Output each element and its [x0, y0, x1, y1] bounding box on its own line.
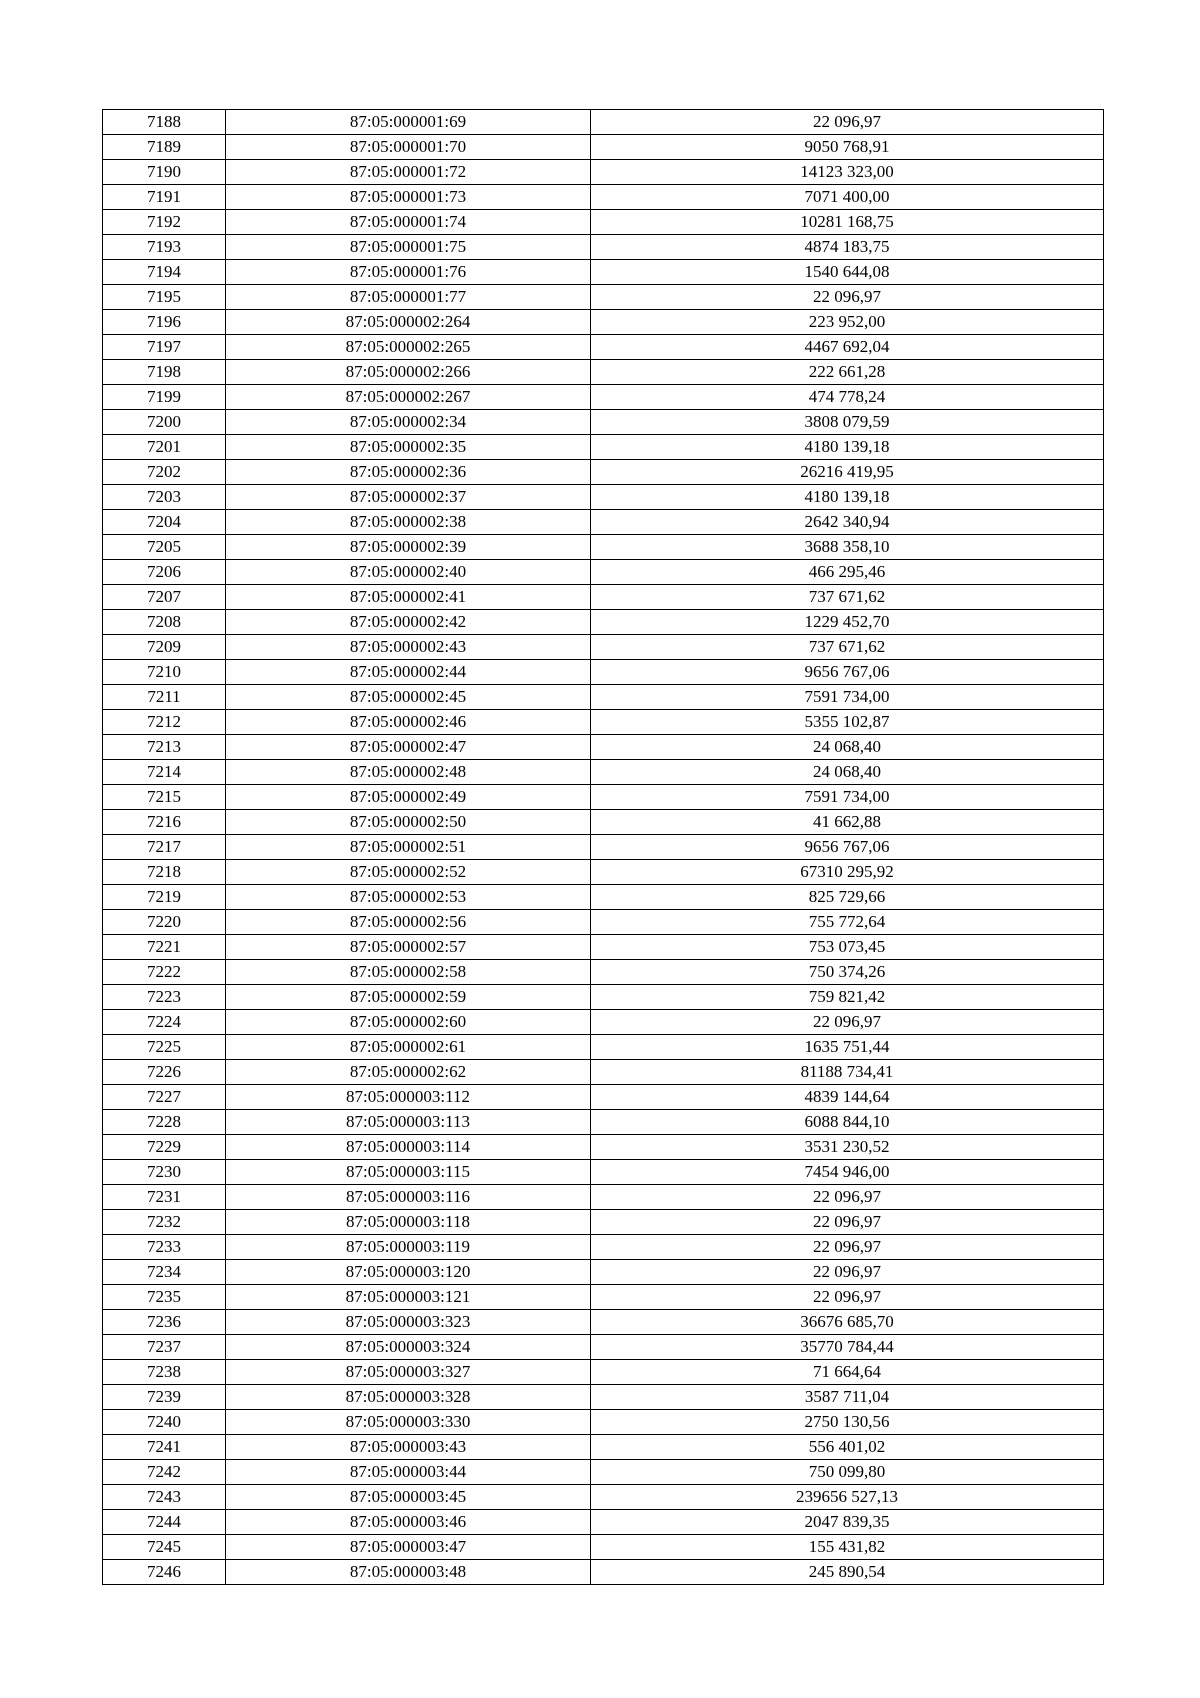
cadastral-value-cell: 759 821,42 [591, 985, 1104, 1010]
cadastral-number-cell: 87:05:000002:47 [226, 735, 591, 760]
row-number-cell: 7210 [103, 660, 226, 685]
cadastral-number-cell: 87:05:000002:37 [226, 485, 591, 510]
cadastral-value-cell: 4839 144,64 [591, 1085, 1104, 1110]
row-number-cell: 7228 [103, 1110, 226, 1135]
cadastral-number-cell: 87:05:000003:324 [226, 1335, 591, 1360]
table-row [103, 435, 1104, 460]
cadastral-value-cell: 36676 685,70 [591, 1310, 1104, 1335]
cadastral-number-cell: 87:05:000002:265 [226, 335, 591, 360]
table-row [103, 485, 1104, 510]
row-number-cell: 7205 [103, 535, 226, 560]
table-row [103, 510, 1104, 535]
cadastral-value-cell: 223 952,00 [591, 310, 1104, 335]
row-number-cell: 7218 [103, 860, 226, 885]
row-number-cell: 7214 [103, 760, 226, 785]
cadastral-value-cell: 71 664,64 [591, 1360, 1104, 1385]
cadastral-value-cell: 24 068,40 [591, 735, 1104, 760]
cadastral-number-cell: 87:05:000003:115 [226, 1160, 591, 1185]
table-row [103, 685, 1104, 710]
table-row [103, 1360, 1104, 1385]
table-row [103, 610, 1104, 635]
cadastral-number-cell: 87:05:000002:61 [226, 1035, 591, 1060]
row-number-cell: 7237 [103, 1335, 226, 1360]
cadastral-value-cell: 24 068,40 [591, 760, 1104, 785]
table-row [103, 1185, 1104, 1210]
cadastral-value-cell: 2750 130,56 [591, 1410, 1104, 1435]
row-number-cell: 7217 [103, 835, 226, 860]
row-number-cell: 7220 [103, 910, 226, 935]
row-number-cell: 7233 [103, 1235, 226, 1260]
cadastral-value-cell: 222 661,28 [591, 360, 1104, 385]
table-row [103, 1085, 1104, 1110]
cadastral-number-cell: 87:05:000003:46 [226, 1510, 591, 1535]
table-row [103, 735, 1104, 760]
cadastral-number-cell: 87:05:000001:74 [226, 210, 591, 235]
table-row [103, 235, 1104, 260]
cadastral-value-cell: 7591 734,00 [591, 685, 1104, 710]
cadastral-value-cell: 22 096,97 [591, 110, 1104, 135]
row-number-cell: 7215 [103, 785, 226, 810]
row-number-cell: 7223 [103, 985, 226, 1010]
cadastral-number-cell: 87:05:000002:42 [226, 610, 591, 635]
cadastral-number-cell: 87:05:000001:72 [226, 160, 591, 185]
table-row [103, 385, 1104, 410]
row-number-cell: 7200 [103, 410, 226, 435]
cadastral-value-cell: 6088 844,10 [591, 1110, 1104, 1135]
row-number-cell: 7208 [103, 610, 226, 635]
table-row [103, 960, 1104, 985]
cadastral-number-cell: 87:05:000002:50 [226, 810, 591, 835]
cadastral-number-cell: 87:05:000001:70 [226, 135, 591, 160]
cadastral-value-cell: 4180 139,18 [591, 435, 1104, 460]
row-number-cell: 7230 [103, 1160, 226, 1185]
cadastral-number-cell: 87:05:000002:35 [226, 435, 591, 460]
cadastral-number-cell: 87:05:000001:73 [226, 185, 591, 210]
cadastral-number-cell: 87:05:000002:62 [226, 1060, 591, 1085]
row-number-cell: 7199 [103, 385, 226, 410]
table-row [103, 410, 1104, 435]
table-row [103, 660, 1104, 685]
table-row [103, 1335, 1104, 1360]
cadastral-value-cell: 737 671,62 [591, 585, 1104, 610]
cadastral-number-cell: 87:05:000003:121 [226, 1285, 591, 1310]
table-row [103, 1310, 1104, 1335]
cadastral-number-cell: 87:05:000002:49 [226, 785, 591, 810]
row-number-cell: 7191 [103, 185, 226, 210]
cadastral-value-cell: 22 096,97 [591, 1185, 1104, 1210]
row-number-cell: 7241 [103, 1435, 226, 1460]
cadastral-number-cell: 87:05:000003:330 [226, 1410, 591, 1435]
row-number-cell: 7209 [103, 635, 226, 660]
row-number-cell: 7243 [103, 1485, 226, 1510]
table-row [103, 185, 1104, 210]
cadastral-value-cell: 35770 784,44 [591, 1335, 1104, 1360]
row-number-cell: 7204 [103, 510, 226, 535]
row-number-cell: 7189 [103, 135, 226, 160]
cadastral-value-cell: 67310 295,92 [591, 860, 1104, 885]
table-row [103, 535, 1104, 560]
cadastral-number-cell: 87:05:000002:34 [226, 410, 591, 435]
cadastral-value-cell: 825 729,66 [591, 885, 1104, 910]
cadastral-number-cell: 87:05:000002:36 [226, 460, 591, 485]
cadastral-number-cell: 87:05:000003:323 [226, 1310, 591, 1335]
cadastral-value-cell: 239656 527,13 [591, 1485, 1104, 1510]
row-number-cell: 7227 [103, 1085, 226, 1110]
cadastral-value-cell: 22 096,97 [591, 285, 1104, 310]
table-row [103, 360, 1104, 385]
cadastral-number-cell: 87:05:000003:47 [226, 1535, 591, 1560]
table-row [103, 460, 1104, 485]
row-number-cell: 7229 [103, 1135, 226, 1160]
cadastral-number-cell: 87:05:000002:38 [226, 510, 591, 535]
row-number-cell: 7207 [103, 585, 226, 610]
table-row [103, 1135, 1104, 1160]
table-row [103, 335, 1104, 360]
table-row [103, 1060, 1104, 1085]
cadastral-value-cell: 1635 751,44 [591, 1035, 1104, 1060]
row-number-cell: 7236 [103, 1310, 226, 1335]
cadastral-value-cell: 9656 767,06 [591, 835, 1104, 860]
table-row [103, 1110, 1104, 1135]
row-number-cell: 7222 [103, 960, 226, 985]
cadastral-number-cell: 87:05:000003:45 [226, 1485, 591, 1510]
cadastral-value-cell: 3688 358,10 [591, 535, 1104, 560]
row-number-cell: 7198 [103, 360, 226, 385]
cadastral-number-cell: 87:05:000003:118 [226, 1210, 591, 1235]
cadastral-number-cell: 87:05:000002:40 [226, 560, 591, 585]
table-row [103, 310, 1104, 335]
cadastral-value-cell: 474 778,24 [591, 385, 1104, 410]
cadastral-number-cell: 87:05:000003:112 [226, 1085, 591, 1110]
cadastral-number-cell: 87:05:000002:41 [226, 585, 591, 610]
table-row [103, 285, 1104, 310]
table-row [103, 1510, 1104, 1535]
table-row [103, 260, 1104, 285]
row-number-cell: 7244 [103, 1510, 226, 1535]
row-number-cell: 7221 [103, 935, 226, 960]
cadastral-value-cell: 22 096,97 [591, 1010, 1104, 1035]
table-row [103, 1385, 1104, 1410]
row-number-cell: 7194 [103, 260, 226, 285]
cadastral-value-cell: 466 295,46 [591, 560, 1104, 585]
cadastral-number-cell: 87:05:000001:69 [226, 110, 591, 135]
cadastral-number-cell: 87:05:000001:76 [226, 260, 591, 285]
table-row [103, 1260, 1104, 1285]
cadastral-number-cell: 87:05:000002:60 [226, 1010, 591, 1035]
table-row [103, 135, 1104, 160]
row-number-cell: 7231 [103, 1185, 226, 1210]
table-row [103, 1535, 1104, 1560]
cadastral-value-cell: 3808 079,59 [591, 410, 1104, 435]
row-number-cell: 7235 [103, 1285, 226, 1310]
row-number-cell: 7206 [103, 560, 226, 585]
cadastral-number-cell: 87:05:000003:119 [226, 1235, 591, 1260]
cadastral-value-cell: 81188 734,41 [591, 1060, 1104, 1085]
cadastral-value-cell: 3587 711,04 [591, 1385, 1104, 1410]
table-row [103, 760, 1104, 785]
cadastral-number-cell: 87:05:000002:57 [226, 935, 591, 960]
table-row [103, 1410, 1104, 1435]
row-number-cell: 7203 [103, 485, 226, 510]
cadastral-number-cell: 87:05:000003:44 [226, 1460, 591, 1485]
cadastral-number-cell: 87:05:000003:43 [226, 1435, 591, 1460]
table-row [103, 935, 1104, 960]
cadastral-value-cell: 22 096,97 [591, 1260, 1104, 1285]
cadastral-number-cell: 87:05:000002:59 [226, 985, 591, 1010]
cadastral-number-cell: 87:05:000002:58 [226, 960, 591, 985]
table-body [103, 110, 1104, 1585]
table-row [103, 1460, 1104, 1485]
row-number-cell: 7190 [103, 160, 226, 185]
row-number-cell: 7201 [103, 435, 226, 460]
cadastral-number-cell: 87:05:000002:46 [226, 710, 591, 735]
cadastral-number-cell: 87:05:000002:52 [226, 860, 591, 885]
cadastral-value-cell: 4467 692,04 [591, 335, 1104, 360]
row-number-cell: 7195 [103, 285, 226, 310]
cadastral-value-cell: 750 099,80 [591, 1460, 1104, 1485]
cadastral-value-cell: 5355 102,87 [591, 710, 1104, 735]
cadastral-value-cell: 3531 230,52 [591, 1135, 1104, 1160]
cadastral-number-cell: 87:05:000001:75 [226, 235, 591, 260]
table-row [103, 560, 1104, 585]
table-row [103, 1285, 1104, 1310]
table-row [103, 1210, 1104, 1235]
cadastral-number-cell: 87:05:000002:45 [226, 685, 591, 710]
row-number-cell: 7234 [103, 1260, 226, 1285]
row-number-cell: 7193 [103, 235, 226, 260]
table-row [103, 1160, 1104, 1185]
cadastral-value-cell: 755 772,64 [591, 910, 1104, 935]
table-row [103, 785, 1104, 810]
table-row [103, 635, 1104, 660]
row-number-cell: 7196 [103, 310, 226, 335]
cadastral-value-cell: 155 431,82 [591, 1535, 1104, 1560]
cadastral-number-cell: 87:05:000003:113 [226, 1110, 591, 1135]
cadastral-number-cell: 87:05:000002:44 [226, 660, 591, 685]
table-row [103, 985, 1104, 1010]
cadastral-number-cell: 87:05:000002:267 [226, 385, 591, 410]
cadastral-value-cell: 2642 340,94 [591, 510, 1104, 535]
row-number-cell: 7202 [103, 460, 226, 485]
row-number-cell: 7238 [103, 1360, 226, 1385]
cadastral-value-cell: 4180 139,18 [591, 485, 1104, 510]
cadastral-value-cell: 22 096,97 [591, 1235, 1104, 1260]
cadastral-number-cell: 87:05:000003:327 [226, 1360, 591, 1385]
row-number-cell: 7192 [103, 210, 226, 235]
row-number-cell: 7226 [103, 1060, 226, 1085]
cadastral-value-cell: 41 662,88 [591, 810, 1104, 835]
row-number-cell: 7245 [103, 1535, 226, 1560]
row-number-cell: 7225 [103, 1035, 226, 1060]
cadastral-value-cell: 7454 946,00 [591, 1160, 1104, 1185]
row-number-cell: 7219 [103, 885, 226, 910]
cadastral-value-cell: 26216 419,95 [591, 460, 1104, 485]
cadastral-value-cell: 753 073,45 [591, 935, 1104, 960]
cadastral-value-cell: 2047 839,35 [591, 1510, 1104, 1535]
table-row [103, 110, 1104, 135]
cadastral-number-cell: 87:05:000002:56 [226, 910, 591, 935]
row-number-cell: 7239 [103, 1385, 226, 1410]
cadastral-value-cell: 9656 767,06 [591, 660, 1104, 685]
table-row [103, 710, 1104, 735]
row-number-cell: 7213 [103, 735, 226, 760]
cadastral-number-cell: 87:05:000002:53 [226, 885, 591, 910]
table-row [103, 910, 1104, 935]
cadastral-number-cell: 87:05:000003:120 [226, 1260, 591, 1285]
table-row [103, 1235, 1104, 1260]
table-row [103, 1435, 1104, 1460]
cadastral-value-cell: 7071 400,00 [591, 185, 1104, 210]
row-number-cell: 7224 [103, 1010, 226, 1035]
cadastral-value-cell: 1540 644,08 [591, 260, 1104, 285]
table-row [103, 1485, 1104, 1510]
table-row [103, 160, 1104, 185]
row-number-cell: 7246 [103, 1560, 226, 1585]
cadastral-value-cell: 10281 168,75 [591, 210, 1104, 235]
row-number-cell: 7197 [103, 335, 226, 360]
cadastral-value-cell: 4874 183,75 [591, 235, 1104, 260]
cadastral-value-cell: 1229 452,70 [591, 610, 1104, 635]
cadastral-value-cell: 22 096,97 [591, 1285, 1104, 1310]
cadastral-value-cell: 245 890,54 [591, 1560, 1104, 1585]
row-number-cell: 7232 [103, 1210, 226, 1235]
row-number-cell: 7188 [103, 110, 226, 135]
cadastral-value-cell: 750 374,26 [591, 960, 1104, 985]
table-row [103, 885, 1104, 910]
table-row [103, 860, 1104, 885]
cadastral-value-cell: 22 096,97 [591, 1210, 1104, 1235]
cadastral-number-cell: 87:05:000002:43 [226, 635, 591, 660]
table-row [103, 585, 1104, 610]
cadastral-value-table [102, 109, 1104, 1585]
row-number-cell: 7216 [103, 810, 226, 835]
table-row [103, 1560, 1104, 1585]
cadastral-number-cell: 87:05:000003:114 [226, 1135, 591, 1160]
cadastral-value-cell: 7591 734,00 [591, 785, 1104, 810]
table-row [103, 835, 1104, 860]
row-number-cell: 7240 [103, 1410, 226, 1435]
cadastral-number-cell: 87:05:000003:48 [226, 1560, 591, 1585]
cadastral-value-cell: 737 671,62 [591, 635, 1104, 660]
cadastral-value-cell: 14123 323,00 [591, 160, 1104, 185]
cadastral-number-cell: 87:05:000002:39 [226, 535, 591, 560]
row-number-cell: 7212 [103, 710, 226, 735]
row-number-cell: 7242 [103, 1460, 226, 1485]
table-row [103, 210, 1104, 235]
row-number-cell: 7211 [103, 685, 226, 710]
cadastral-value-cell: 556 401,02 [591, 1435, 1104, 1460]
cadastral-number-cell: 87:05:000002:266 [226, 360, 591, 385]
cadastral-number-cell: 87:05:000002:48 [226, 760, 591, 785]
cadastral-number-cell: 87:05:000003:328 [226, 1385, 591, 1410]
cadastral-number-cell: 87:05:000003:116 [226, 1185, 591, 1210]
cadastral-value-cell: 9050 768,91 [591, 135, 1104, 160]
cadastral-number-cell: 87:05:000001:77 [226, 285, 591, 310]
cadastral-number-cell: 87:05:000002:264 [226, 310, 591, 335]
table-row [103, 1010, 1104, 1035]
table-row [103, 810, 1104, 835]
cadastral-number-cell: 87:05:000002:51 [226, 835, 591, 860]
table-row [103, 1035, 1104, 1060]
